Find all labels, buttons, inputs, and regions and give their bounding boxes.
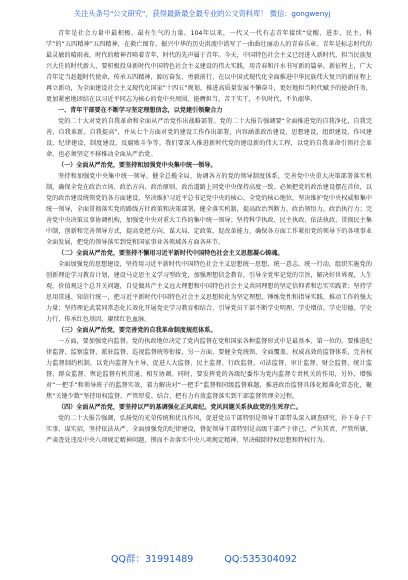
- section-heading: （一）全面从严治党，要坚持和加强党中央集中统一领导。: [58, 162, 217, 169]
- section-heading: （四）全面从严治党，要坚持以严的基调强化正风肃纪。党风问题关系执政党的生死存亡。: [58, 404, 302, 411]
- footer-contact: [0, 549, 408, 571]
- footer-qq: QQ:535304092: [224, 554, 297, 565]
- footer-qq-group: QQ群：31991489: [111, 554, 194, 565]
- body-paragraph: 党的二十大对党的自我革命和全面从严治党作出战略部署。党的二十大报告强调要“全面推进党的自我净化、自我完善、自我革新、自我提高”，并从七个方面对党的建设工作作出部署，内容涵盖政治建设、思想建设、组织建设、作风建设、纪律建设、制度建设、反腐败斗争等。我们要深入推进新时代党的建设新的伟大工程，以党的自我革命引领社会革命，也必须坚定不移推动全面从严治党。: [46, 118, 372, 158]
- section-heading: （二）全面从严治党，要坚持不懈用习近平新时代中国特色社会主义思想凝心铸魂。: [58, 250, 284, 257]
- header-banner: 关注头条号"公文研究"，获得最新最全最专业的公文资料库！ 微信：gongwenyj: [74, 9, 331, 18]
- section-heading: （三）全面从严治党，要完善党的自我革命制度规范体系。: [58, 327, 217, 334]
- body-paragraph: 坚持和加强党中央集中统一领导，健全总揽全局、协调各方的党的领导制度体系，完善党中央重大决策部署落实机制，确保全党在政治立场、政治方向、政治原则、政治道路上同党中央保持高度一致。必须把党的政治建设摆在首位，以党的政治建设统领党的各方面建设，坚决维护习近平总书记党中央的核心、全党的核心地位，坚决维护党中央权威和集中统一领导，全面贯彻落实党的路线方针政策和决策部署，健全落实机制，提高政治判断力、政治领悟力、政治执行力；完善党中央决策议事协调机构，加强党中央对重大工作的集中统一领导；坚持科学执政、民主执政、依法执政，贯彻民主集中制，创新和完善领导方式，提高党把方向、谋大局、定政策、促改革能力，确保各方面工作紧扣党的领导下的各项事业全面发展，把党的领导落实到党和国家事业各领域各方面各环节。: [46, 173, 372, 246]
- document-body: [46, 28, 372, 542]
- body-paragraph: 一方面，要加强党内监督。党的执政地位决定了党内监督在党和国家各种监督形式中是最基本、第一位的。要推进纪律监督、监察监督、派驻监督、巡视监督统筹衔接，另一方面，要健全党统领、全面覆盖、权威高效的监督体系，完善权力监督制约机制，以党内监督为主导，促进人大监督、民主监督、行政监督、司法监督、审计监督、财会监督、统计监督、群众监督、舆论监督有机贯通、相互协调。同时，要发挥党的各级纪委作为党内监督专责机关的作用，另外，增强对“一把手”和领导班子的监督实效，着力解决对“一把手”监督和同级监督难题，推进政治监督具体化精准化常态化，聚焦“关键少数”坚持用权监督、严管厚爱、结合，把有力有效监督落实到干部监督管理全过程。: [46, 338, 372, 400]
- body-paragraph: 全面加强党的思想建设，坚持用习近平新时代中国特色社会主义思想统一思想、统一意志、统一行动，组织实施党的创新理论学习教育计划，建设马克思主义学习型政党，加强理想信念教育，引导全党牢记党的宗旨，解决好世界观、人生观、价值观这个总开关问题，自觉做共产主义远大理想和中国特色社会主义共同理想的坚定信仰者和忠实实践者；坚持学思用贯通、知信行统一，把习近平新时代中国特色社会主义思想转化为坚定理想、锤炼党性和指导实践、推动工作的强大力量；坚持理论武装同常态化长效化开展党史学习教育相结合，引导党员干部不断学史明理、学史增信、学史崇德、学史力行，传承红色基因，赓续红色血脉。: [46, 261, 372, 323]
- section-heading: 一、青年干部要在不断学习坚定理想信念，以党建引领聚合力: [58, 107, 223, 114]
- body-paragraph: 党的二十大报告强调，弘扬党的光荣传统和优良作风，促进党员干部特别是领导干部带头深入调查研究，扑下身子干实事、谋实招，坚持依法从严，全面加强党的纪律建设，督促领导干部特别是高级干部严于律己、严负其责、严管所辖，严肃查处违反中央八项规定精神问题，锲而不舍落实中央八项规定精神，坚决破除特权思想和特权行为。: [46, 415, 372, 444]
- body-paragraph: 青年是社会力量中最积极、最有生气的力量。104年以来，一代又一代有志青年接续“觉醒、进步、民主、科学”的“五四精神”五四精神，在救亡图存、振兴中华的历史洪流中谱写了一曲曲壮丽动人的青春乐章。青年是标志时代的最灵敏的晴雨表，时代的精神召唤着青年，时代的先声属于青年。今天，中国特色社会主义已经进入新时代，担当民族复兴大任的时代新人，要积极投身新时代中国特色社会主义建设的伟大实践，用青春和汗水书写新的篇章。新征程上，广大青年定当赶超时代使命，传承五四精神，踔厉奋发、勇毅前行，在以中国式现代化全面推进中华民族伟大复兴的新征程上再立新功，为全面建设社会主义现代化国家“十四五”规划、推进高质量发展不懈奋斗，更好地担当时代赋予的使命任务，更加紧密地团结在以习近平同志为核心的党中央周围，挺膺担当、苦干实干，不负时代，不负韶华。: [46, 30, 372, 103]
